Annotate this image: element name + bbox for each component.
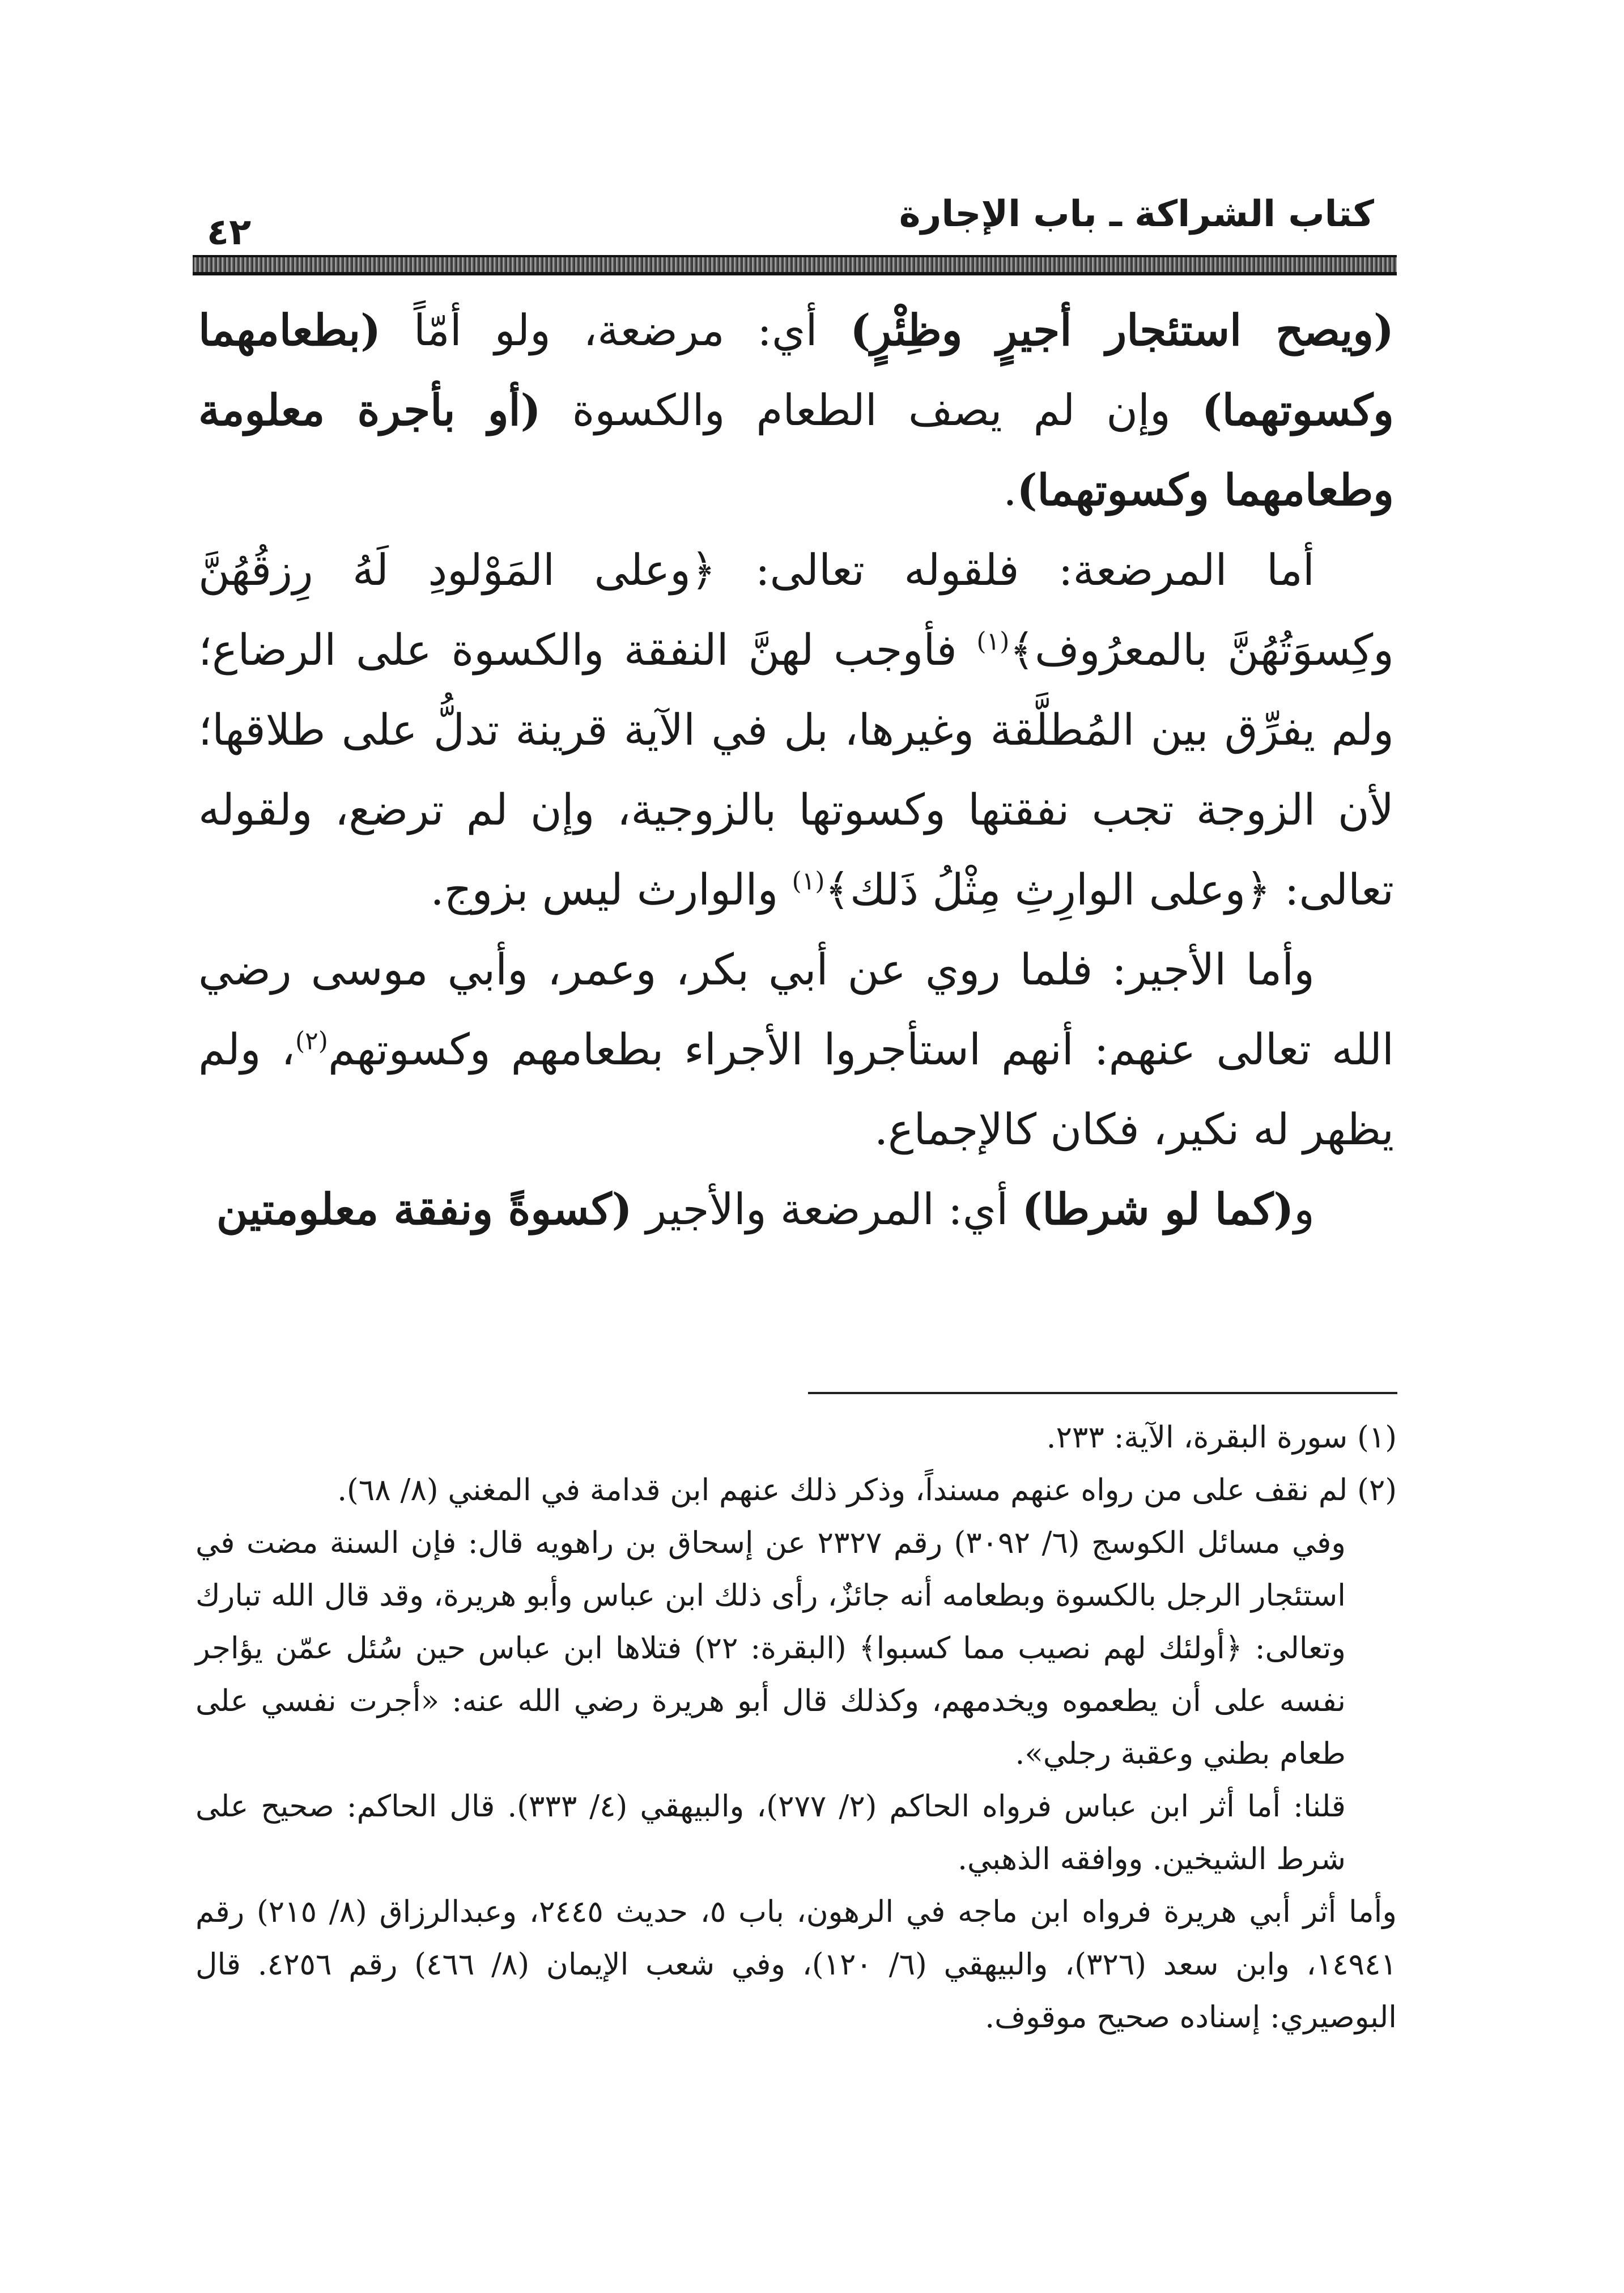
footnote-ref: (١)	[792, 867, 825, 896]
page-header	[193, 170, 1397, 283]
sharh-text: و	[1294, 1184, 1315, 1234]
sharh-text: أي: مرضعة، ولو أمّاً	[381, 305, 851, 355]
paragraph-2	[198, 530, 1394, 929]
header-rule	[193, 255, 1397, 275]
sharh-text: فأوجب لهنَّ النفقة والكسوة على الرضاع؛ ولم يفرِّق بين المُطلَّقة وغيرها، بل في الآية قرينة تدلُّ على طلاقها؛ لأن الزوجة تجب نفقتها وكسوتها بالزوجية، وإن لم ترضع، ولقوله تعالى: ﴿وعلى الوارِثِ مِثْلُ ذَلك﴾	[198, 625, 1394, 915]
sharh-text: وإن لم يصف الطعام والكسوة	[541, 385, 1202, 435]
matn-text: (بطعامهما وكسوتهما)	[198, 305, 1395, 435]
sharh-text: .	[1003, 465, 1017, 515]
sharh-text: وأما الأجير: فلما روي عن أبي بكر، وعمر، وأبي موسى رضي الله تعالى عنهم: أنهم استأجروا الأجراء بطعامهم وكسوتهم	[198, 944, 1394, 1075]
footnote-1: (١) سورة البقرة، الآية: ٢٣٣.	[1046, 1420, 1397, 1455]
footnote-2: (٢) لم نقف على من رواه عنهم مسنداً، وذكر ذلك عنهم ابن قدامة في المغني (٨/ ٦٨).	[337, 1473, 1397, 1508]
sharh-text: أي: المرضعة والأجير	[632, 1184, 1022, 1234]
paragraph-4	[198, 1169, 1394, 1249]
paragraph-1	[198, 290, 1394, 530]
sharh-text: ، ولم يظهر له نكير، فكان كالإجماع.	[198, 1024, 1394, 1154]
footnote-ref: (١)	[976, 627, 1010, 656]
footnotes	[195, 1411, 1397, 2044]
main-text	[198, 290, 1394, 1249]
sharh-text: والوارث ليس بزوج.	[430, 864, 792, 915]
matn-text: (كما لو شرطا)	[1022, 1184, 1294, 1234]
footnote-2-continued: وأما أثر أبي هريرة فرواه ابن ماجه في الرهون، باب ٥، حديث ٢٤٤٥، وعبدالرزاق (٨/ ٢١٥) رقم ١٤٩٤١، وابن سعد (٣٢٦)، والبيهقي (٦/ ١٢٠)، وفي شعب الإيمان (٨/ ٤٦٦) رقم ٤٢٥٦. قال البوصيري: إسناده صحيح موقوف.	[195, 1895, 1397, 2035]
matn-text: (ويصح استئجار أجيرٍ وظِئْرٍ)	[850, 305, 1394, 355]
footnote-separator	[808, 1392, 1397, 1394]
footnote-ref: (٢)	[295, 1026, 328, 1056]
paragraph-3	[198, 929, 1394, 1169]
matn-text: (أو بأجرة معلومة وطعامهما وكسوتهما)	[198, 385, 1394, 515]
matn-text: (كسوةً ونفقة معلومتين	[216, 1184, 632, 1234]
footnote-2-continued: وفي مسائل الكوسج (٦/ ٣٠٩٢) رقم ٢٣٢٧ عن إسحاق بن راهويه قال: فإن السنة مضت في استئجار الرجل بالكسوة وبطعامه أنه جائزٌ، رأى ذلك ابن عباس وأبو هريرة، وقد قال الله تبارك وتعالى: ﴿أولئك لهم نصيب مما كسبوا﴾ (البقرة: ٢٢) فتلاها ابن عباس حين سُئل عمّن يؤاجر نفسه على أن يطعموه ويخدمهم، وكذلك قال أبو هريرة رضي الله عنه: «أجرت نفسي على طعام بطني وعقبة رجلي».	[195, 1526, 1346, 1771]
running-title: كتاب الشراكة ـ باب الإجارة	[899, 193, 1374, 235]
sharh-text: أما المرضعة: فلقوله تعالى: ﴿وعلى المَوْلودِ لَهُ رِزقُهُنَّ وكِسوَتُهُنَّ بالمعرُوف﴾	[198, 545, 1395, 675]
page-number: ٤٢	[207, 211, 252, 253]
footnote-2-continued: قلنا: أما أثر ابن عباس فرواه الحاكم (٢/ ٢٧٧)، والبيهقي (٤/ ٣٣٣). قال الحاكم: صحيح على شرط الشيخين. ووافقه الذهبي.	[195, 1789, 1346, 1876]
